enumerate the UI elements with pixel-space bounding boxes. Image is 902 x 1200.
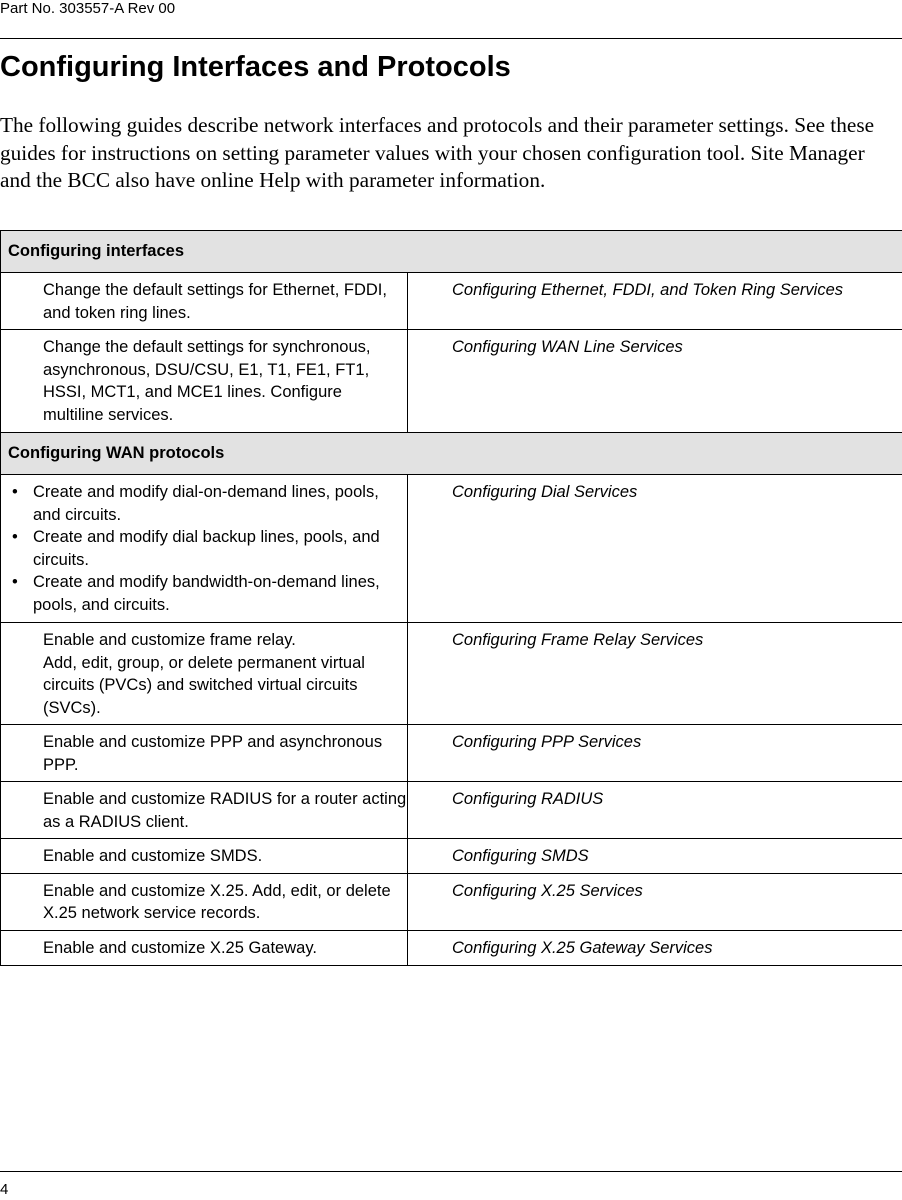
guide-reference: Configuring PPP Services	[408, 725, 902, 782]
list-item	[9, 526, 405, 571]
task-bullet-list	[9, 481, 405, 616]
bullet-text: Create and modify dial backup lines, pools, and circuits.	[33, 528, 380, 569]
bullet-marker: •	[12, 528, 18, 546]
bullet-text: Create and modify dial-on-demand lines, pools, and circuits.	[33, 483, 379, 524]
task-line: Add, edit, group, or delete permanent virtual circuits (PVCs) and switched virtual circuits (SVCs).	[43, 653, 365, 717]
task-cell: Enable and customize SMDS.	[1, 839, 408, 874]
intro-paragraph: The following guides describe network interfaces and protocols and their parameter settings. See these guides for instructions on setting parameter values with your chosen configuration tool. Site Manager and the BCC also have online Help with parameter information.	[0, 113, 875, 192]
task-line: Enable and customize frame relay.	[43, 631, 296, 649]
guide-reference: Configuring Ethernet, FDDI, and Token Ring Services	[408, 273, 902, 330]
guide-reference: Configuring WAN Line Services	[408, 330, 902, 433]
running-header-part-number: Part No. 303557-A Rev 00	[0, 0, 176, 17]
bullet-text: Create and modify bandwidth-on-demand lines, pools, and circuits.	[33, 573, 380, 614]
list-item	[9, 481, 405, 526]
section-title-interfaces: Configuring interfaces	[1, 231, 902, 273]
guide-reference: Configuring Dial Services	[408, 475, 902, 623]
section-header-row	[1, 231, 902, 273]
table-row	[1, 273, 902, 330]
task-cell: Enable and customize X.25. Add, edit, or delete X.25 network service records.	[1, 873, 408, 930]
header-rule	[0, 38, 902, 39]
task-cell: Change the default settings for Ethernet, FDDI, and token ring lines.	[1, 273, 408, 330]
bullet-marker: •	[12, 483, 18, 501]
page-number: 4	[0, 1181, 9, 1198]
task-cell	[1, 623, 408, 725]
guide-reference: Configuring SMDS	[408, 839, 902, 874]
task-cell: Enable and customize PPP and asynchronous PPP.	[1, 725, 408, 782]
guide-reference: Configuring X.25 Gateway Services	[408, 930, 902, 965]
page-title: Configuring Interfaces and Protocols	[0, 51, 511, 83]
table-row	[1, 930, 902, 965]
table-row	[1, 623, 902, 725]
guide-reference: Configuring X.25 Services	[408, 873, 902, 930]
table-row	[1, 475, 902, 623]
table-row	[1, 839, 902, 874]
task-cell	[1, 475, 408, 623]
guide-reference: Configuring Frame Relay Services	[408, 623, 902, 725]
table-row	[1, 873, 902, 930]
table-row	[1, 330, 902, 433]
bullet-marker: •	[12, 573, 18, 591]
section-title-wan-protocols: Configuring WAN protocols	[1, 433, 902, 475]
task-cell: Enable and customize X.25 Gateway.	[1, 930, 408, 965]
footer-rule	[0, 1171, 902, 1172]
guide-table	[0, 230, 902, 966]
task-cell: Change the default settings for synchronous, asynchronous, DSU/CSU, E1, T1, FE1, FT1, HSSI, MCT1, and MCE1 lines. Configure multiline services.	[1, 330, 408, 433]
guide-reference: Configuring RADIUS	[408, 782, 902, 839]
table-row	[1, 725, 902, 782]
table-row	[1, 782, 902, 839]
list-item	[9, 571, 405, 616]
task-cell: Enable and customize RADIUS for a router acting as a RADIUS client.	[1, 782, 408, 839]
section-header-row	[1, 433, 902, 475]
